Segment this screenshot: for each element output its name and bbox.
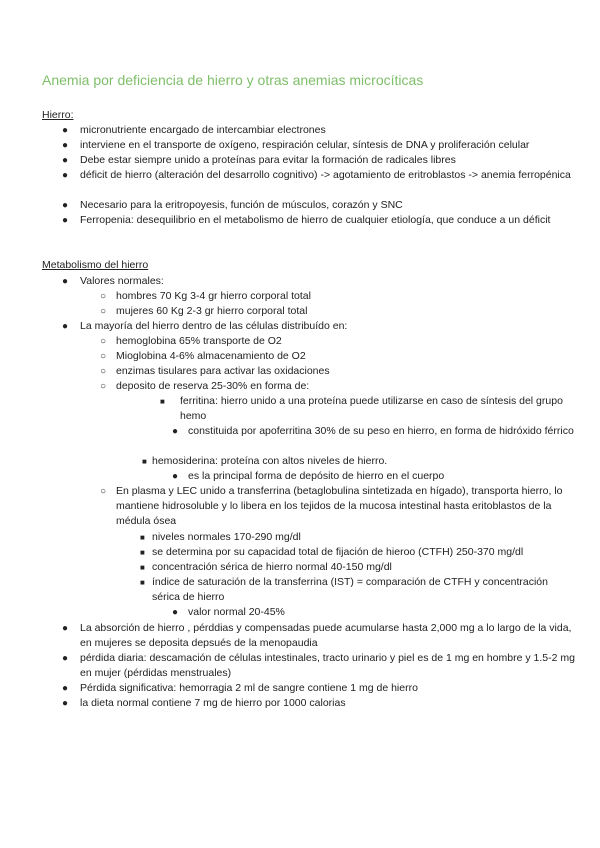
bullet-disc: ● <box>172 471 179 482</box>
bullet-square: ■ <box>140 533 145 542</box>
list-item: Valores normales: <box>80 275 164 287</box>
bullet-disc: ● <box>62 200 69 211</box>
list-item: Debe estar siempre unido a proteínas para evitar la formación de radicales libres <box>80 154 456 166</box>
bullet-disc: ● <box>62 170 69 181</box>
list-item: constituida por apoferritina 30% de su peso en hierro, en forma de hidróxido férrico <box>188 425 574 437</box>
bullet-disc: ● <box>172 607 179 618</box>
list-item: Ferropenia: desequilibrio en el metabolismo de hierro de cualquier etiología, que conduce a un déficit <box>80 214 551 226</box>
bullet-square: ■ <box>140 578 145 587</box>
bullet-disc: ● <box>62 125 69 136</box>
list-item: micronutriente encargado de intercambiar electrones <box>80 124 326 136</box>
list-item: deposito de reserva 25-30% en forma de: <box>116 380 310 392</box>
bullet-circle: ○ <box>100 351 107 362</box>
bullet-disc: ● <box>62 683 69 694</box>
bullet-disc: ● <box>62 276 69 287</box>
list-item: interviene en el transporte de oxígeno, respiración celular, síntesis de DNA y proliferación celular <box>80 139 530 151</box>
bullet-disc: ● <box>62 321 69 332</box>
list-item: déficit de hierro (alteración del desarrollo cognitivo) -> agotamiento de eritroblastos -> anemia ferropénica <box>80 169 571 181</box>
list-item: enzimas tisulares para activar las oxidaciones <box>116 365 330 377</box>
bullet-disc: ● <box>62 653 69 664</box>
bullet-disc: ● <box>62 698 69 709</box>
list-item: niveles normales 170-290 mg/dl <box>152 531 301 543</box>
list-item: pérdida diaria: descamación de células intestinales, tracto urinario y piel es de 1 mg en hombre y 1.5-2 mg en mujer (pérdidas menstruales) <box>80 652 575 679</box>
bullet-disc: ● <box>172 426 179 437</box>
bullet-circle: ○ <box>100 291 107 302</box>
list-item: valor normal 20-45% <box>188 606 285 618</box>
list-item: La mayoría del hierro dentro de las células distribuído en: <box>80 320 348 332</box>
bullet-circle: ○ <box>100 336 107 347</box>
list-item: ferritina: hierro unido a una proteína puede utilizarse en caso de síntesis del grupo hemo <box>180 395 563 422</box>
list-item: índice de saturación de la transferrina (IST) = comparación de CTFH y concentración sérica de hierro <box>152 576 548 603</box>
list-item: En plasma y LEC unido a transferrina (betaglobulina sintetizada en hígado), transporta hierro, lo mantiene hidrosoluble y lo libera en los tejidos de la mucosa intestinal hasta eritoblastos de la médula ósea <box>116 485 563 527</box>
list-item: Necesario para la eritropoyesis, función de músculos, corazón y SNC <box>80 199 403 211</box>
bullet-circle: ○ <box>100 366 107 377</box>
list-item: mujeres 60 Kg 2-3 gr hierro corporal total <box>116 305 308 317</box>
list-item: La absorción de hierro , pérddias y compensadas puede acumularse hasta 2,000 mg a lo largo de la vida, en mujeres se deposita depsués de la menopaudia <box>80 622 572 649</box>
bullet-disc: ● <box>62 155 69 166</box>
section-heading-metabolismo: Metabolismo del hierro <box>42 259 149 271</box>
list-item: se determina por su capacidad total de fijación de hieroo (CTFH) 250-370 mg/dl <box>152 546 524 558</box>
list-item: es la principal forma de depósito de hierro en el cuerpo <box>188 470 445 482</box>
bullet-disc: ● <box>62 623 69 634</box>
page-title: Anemia por deficiencia de hierro y otras anemias microcíticas <box>42 72 424 88</box>
bullet-square: ■ <box>140 563 145 572</box>
list-item: la dieta normal contiene 7 mg de hierro por 1000 calorias <box>80 697 346 709</box>
list-item: hemoglobina 65% transporte de O2 <box>116 335 282 347</box>
bullet-circle: ○ <box>100 486 107 497</box>
list-item: hombres 70 Kg 3-4 gr hierro corporal total <box>116 290 311 302</box>
list-item: hemosiderina: proteína con altos niveles de hierro. <box>152 455 388 467</box>
bullet-square: ■ <box>142 457 147 466</box>
bullet-disc: ● <box>62 140 69 151</box>
bullet-disc: ● <box>62 215 69 226</box>
list-item: concentración sérica de hierro normal 40-150 mg/dl <box>152 561 392 573</box>
bullet-square: ■ <box>160 397 165 406</box>
bullet-square: ■ <box>140 548 145 557</box>
section-heading-hierro: Hierro: <box>42 109 74 121</box>
bullet-circle: ○ <box>100 381 107 392</box>
list-item: Mioglobina 4-6% almacenamiento de O2 <box>116 350 306 362</box>
list-item: Pérdida significativa: hemorragia 2 ml de sangre contiene 1 mg de hierro <box>80 682 418 694</box>
bullet-circle: ○ <box>100 306 107 317</box>
